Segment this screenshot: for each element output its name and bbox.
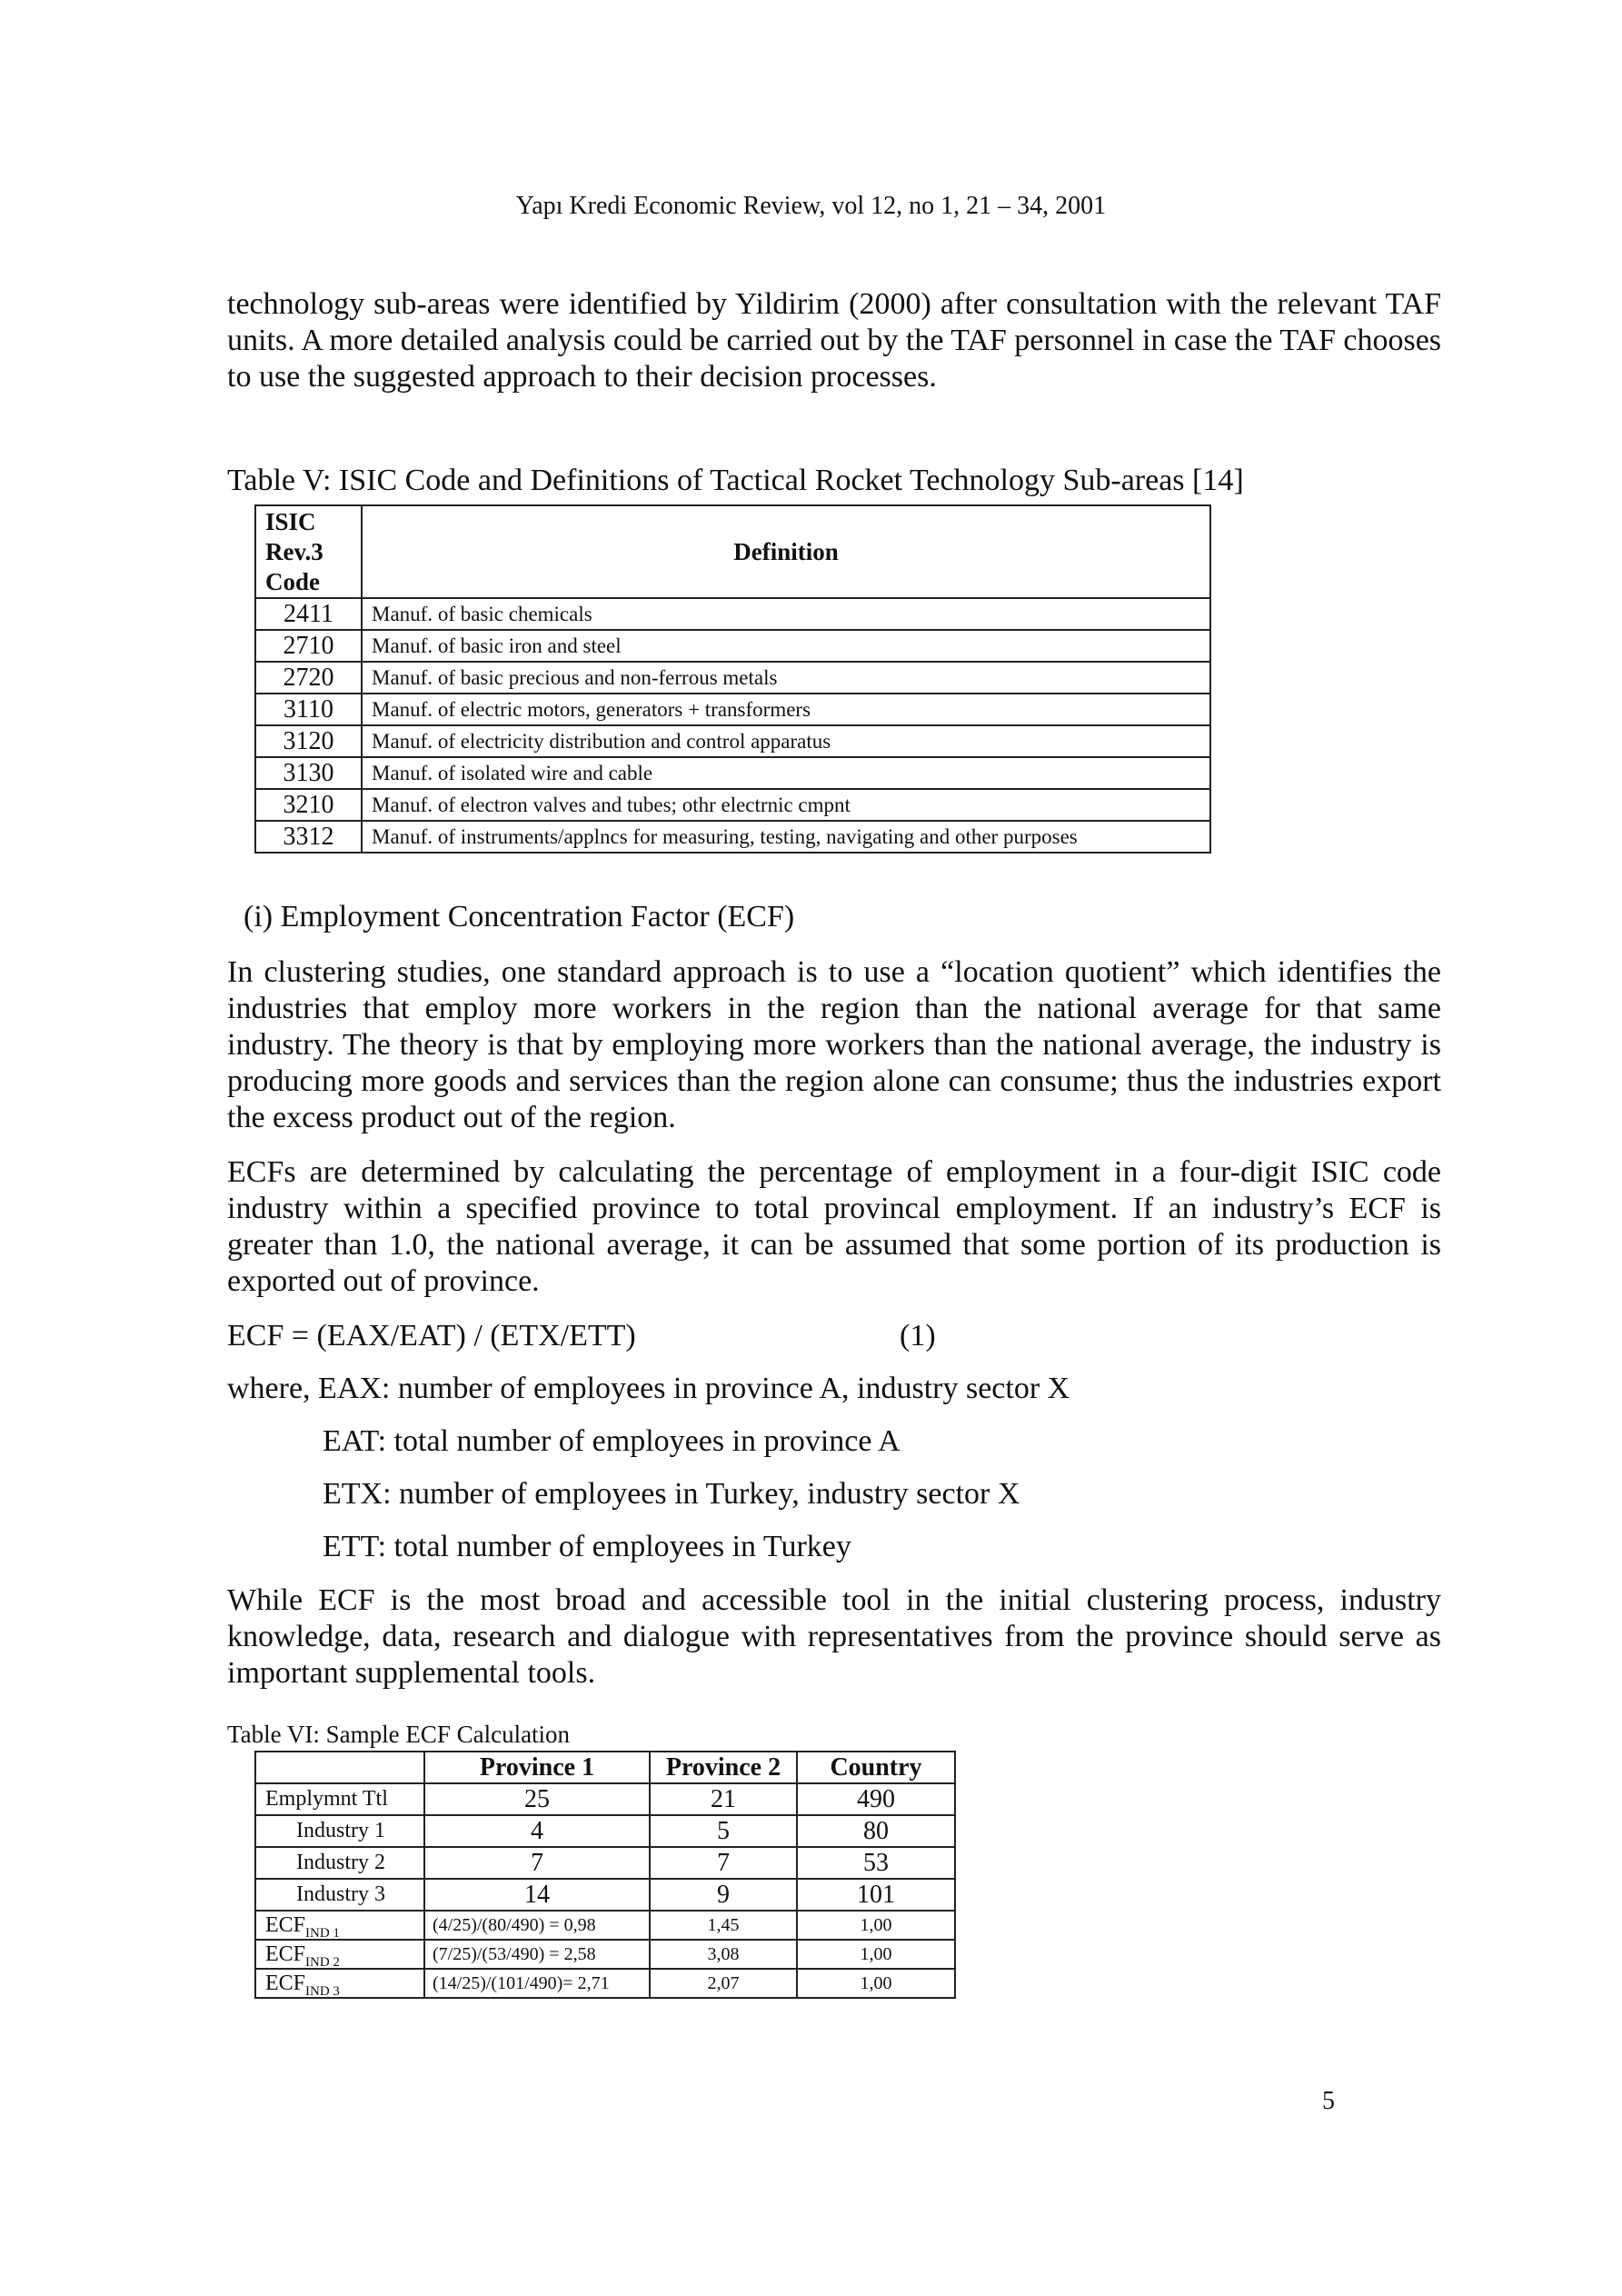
- ecf-row-label: $ECF_{IND 2}$: [255, 1940, 424, 1969]
- province-1-cell: 14: [424, 1879, 650, 1911]
- isic-code-cell: 2720: [255, 662, 362, 694]
- table-row: [255, 789, 1210, 821]
- definition-cell: Manuf. of electricity distribution and control apparatus: [362, 725, 1210, 757]
- province-2-header: Province 2: [650, 1752, 797, 1783]
- ecf-row-label: $ECF_{IND 3}$: [255, 1969, 424, 1998]
- table-vi-caption: Table VI: Sample ECF Calculation: [227, 1721, 571, 1748]
- section-heading: (i) Employment Concentration Factor (ECF): [244, 900, 795, 933]
- paragraph-intro: technology sub-areas were identified by Yildirim (2000) after consultation with the relevant TAF units. A more detailed analysis could be carried out by the TAF personnel in case the TAF chooses to use the suggested approach to their decision processes.: [227, 287, 1442, 394]
- ecf-calculation-table: [254, 1751, 956, 1999]
- definition-cell: Manuf. of electron valves and tubes; othr electrnic cmpnt: [362, 789, 1210, 821]
- table-row: [255, 1815, 955, 1847]
- country-cell: 53: [797, 1847, 955, 1879]
- isic-code-cell: 3130: [255, 757, 362, 789]
- province-1-cell: 4: [424, 1815, 650, 1847]
- row-label: Industry 1: [255, 1815, 424, 1847]
- table-row: [255, 662, 1210, 694]
- isic-code-cell: 3312: [255, 821, 362, 853]
- ecf-row-label: $ECF_{IND 1}$: [255, 1911, 424, 1940]
- definition-cell: Manuf. of isolated wire and cable: [362, 757, 1210, 789]
- paragraph-location-quotient: In clustering studies, one standard approach is to use a “location quotient” which identifies the industries that employ more workers in the region than the national average for that same industry. The theory is that by employing more workers than the national average, the industry is producing more goods and services than the region alone can consume; thus the industries export the excess product out of the region.: [227, 955, 1441, 1134]
- definition-eat: EAT: total number of employees in province A: [323, 1424, 901, 1458]
- country-cell: 1,00: [797, 1911, 955, 1940]
- definition-cell: Manuf. of basic iron and steel: [362, 630, 1210, 662]
- table-row: [255, 757, 1210, 789]
- paragraph-ecf-definition: ECFs are determined by calculating the percentage of employment in a four-digit ISIC code industry within a specified province to total provincal employment. If an industry’s ECF is greater than 1.0, the national average, it can be assumed that some portion of its production is exported out of province.: [227, 1155, 1441, 1298]
- province-2-cell: 7: [650, 1847, 797, 1879]
- province-1-cell: (14/25)/(101/490)= 2,71: [424, 1969, 650, 1998]
- table-v-caption: Table V: ISIC Code and Definitions of Tactical Rocket Technology Sub-areas [14]: [227, 464, 1244, 497]
- table-row: [255, 725, 1210, 757]
- table-row: [255, 1940, 955, 1969]
- equation-number: (1): [900, 1319, 936, 1353]
- definition-cell: Manuf. of basic chemicals: [362, 598, 1210, 630]
- paragraph-supplemental-tools: While ECF is the most broad and accessible tool in the initial clustering process, industry knowledge, data, research and dialogue with representatives from the province should serve as important supplemental tools.: [227, 1583, 1441, 1690]
- province-2-cell: 5: [650, 1815, 797, 1847]
- province-2-cell: 21: [650, 1783, 797, 1815]
- province-2-cell: 2,07: [650, 1969, 797, 1998]
- running-head: Yapı Kredi Economic Review, vol 12, no 1, 21 – 34, 2001: [515, 192, 1107, 220]
- definition-header: Definition: [362, 505, 1210, 598]
- table-header-row: [255, 1752, 955, 1783]
- country-header: Country: [797, 1752, 955, 1783]
- empty-header-cell: [255, 1752, 424, 1783]
- table-header-row: [255, 505, 1210, 598]
- country-cell: 101: [797, 1879, 955, 1911]
- definition-cell: Manuf. of electric motors, generators + transformers: [362, 694, 1210, 725]
- province-1-cell: (7/25)/(53/490) = 2,58: [424, 1940, 650, 1969]
- province-1-cell: (4/25)/(80/490) = 0,98: [424, 1911, 650, 1940]
- table-row: [255, 1879, 955, 1911]
- province-2-cell: 9: [650, 1879, 797, 1911]
- table-row: [255, 1911, 955, 1940]
- definition-cell: Manuf. of basic precious and non-ferrous metals: [362, 662, 1210, 694]
- isic-code-table: [254, 504, 1211, 854]
- definition-cell: Manuf. of instruments/applncs for measuring, testing, navigating and other purposes: [362, 821, 1210, 853]
- province-1-header: Province 1: [424, 1752, 650, 1783]
- country-cell: 1,00: [797, 1940, 955, 1969]
- table-row: [255, 1969, 955, 1998]
- province-1-cell: 7: [424, 1847, 650, 1879]
- row-label: Industry 3: [255, 1879, 424, 1911]
- isic-code-cell: 2710: [255, 630, 362, 662]
- province-2-cell: 3,08: [650, 1940, 797, 1969]
- country-cell: 490: [797, 1783, 955, 1815]
- province-1-cell: 25: [424, 1783, 650, 1815]
- definition-etx: ETX: number of employees in Turkey, industry sector X: [323, 1477, 1020, 1511]
- isic-code-cell: 3210: [255, 789, 362, 821]
- page-number: 5: [1322, 2087, 1335, 2115]
- row-label: Industry 2: [255, 1847, 424, 1879]
- province-2-cell: 1,45: [650, 1911, 797, 1940]
- definition-eax: where, EAX: number of employees in province A, industry sector X: [227, 1372, 1070, 1405]
- country-cell: 1,00: [797, 1969, 955, 1998]
- row-label: Emplymnt Ttl: [255, 1783, 424, 1815]
- isic-code-cell: 2411: [255, 598, 362, 630]
- isic-code-header: ISIC Rev.3 Code: [255, 505, 362, 598]
- country-cell: 80: [797, 1815, 955, 1847]
- table-row: [255, 598, 1210, 630]
- ecf-equation: ECF = (EAX/EAT) / (ETX/ETT): [227, 1319, 636, 1353]
- table-row: [255, 630, 1210, 662]
- isic-code-cell: 3110: [255, 694, 362, 725]
- isic-code-cell: 3120: [255, 725, 362, 757]
- table-row: [255, 1847, 955, 1879]
- table-row: [255, 1783, 955, 1815]
- table-row: [255, 821, 1210, 853]
- definition-ett: ETT: total number of employees in Turkey: [323, 1530, 851, 1563]
- table-row: [255, 694, 1210, 725]
